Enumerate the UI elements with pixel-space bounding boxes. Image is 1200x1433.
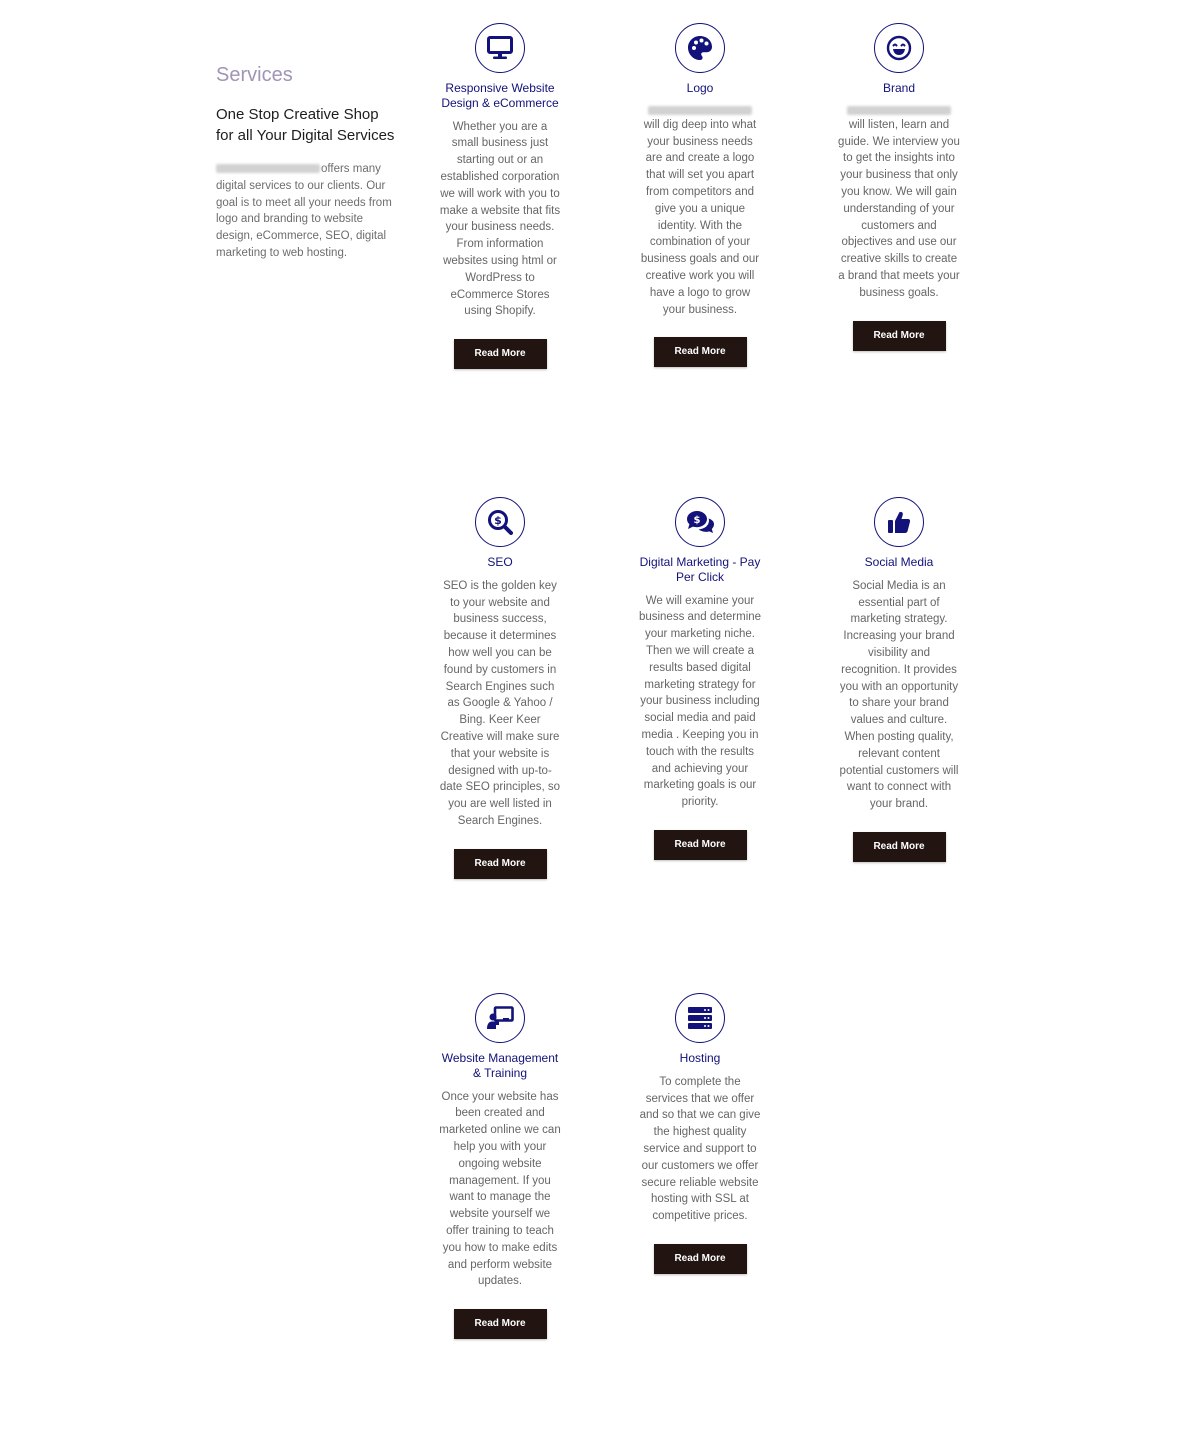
section-heading: Services bbox=[216, 64, 293, 86]
service-card-web-design bbox=[438, 23, 562, 369]
redacted-company-name bbox=[837, 104, 961, 117]
section-description-text: offers many digital services to our clients. Our goal is to meet all your needs from logo and branding to website design, eCommerce, SEO, digital marketing to web hosting. bbox=[216, 163, 392, 259]
service-title: Website Management & Training bbox=[441, 1051, 559, 1080]
read-more-button[interactable]: Read More bbox=[853, 832, 946, 862]
read-more-button[interactable]: Read More bbox=[853, 321, 946, 351]
service-description: Whether you are a small business just starting out or an established corporation we will work with you to make a website that fits your business needs. From information websites using html or WordPress to eCommerce Stores using Shopify. bbox=[439, 120, 561, 318]
service-title: Digital Marketing - Pay Per Click bbox=[639, 555, 761, 584]
search-dollar-icon bbox=[475, 497, 525, 547]
redacted-company-name bbox=[638, 104, 762, 117]
service-title: Logo bbox=[686, 81, 714, 95]
service-card-hosting bbox=[638, 993, 762, 1274]
service-card-seo bbox=[438, 497, 562, 879]
service-card-website-management bbox=[438, 993, 562, 1339]
service-description: SEO is the golden key to your website and business success, because it determines how well you can be found by customers in Search Engines such as Google & Yahoo / Bing. Keer Keer Creative will make sure that your website is designed with up-to-date SEO principles, so you are well listed in Search Engines. bbox=[439, 579, 561, 827]
service-description: will listen, learn and guide. We interview you to get the insights into your business that only you know. We will gain understanding of your customers and objectives and use our creative skills to create a brand that meets your business goals. bbox=[838, 118, 960, 299]
server-icon bbox=[675, 993, 725, 1043]
thumbs-up-icon bbox=[874, 497, 924, 547]
read-more-button[interactable]: Read More bbox=[654, 337, 747, 367]
read-more-button[interactable]: Read More bbox=[654, 1244, 747, 1274]
section-subheading: One Stop Creative Shop for all Your Digital Services bbox=[216, 106, 395, 144]
smile-icon bbox=[874, 23, 924, 73]
read-more-button[interactable]: Read More bbox=[454, 1309, 547, 1339]
service-card-social-media bbox=[837, 497, 961, 862]
services-intro bbox=[216, 62, 396, 262]
service-description: We will examine your business and determine your marketing niche. Then we will create a results based digital marketing strategy for your business including social media and paid media . Keeping you in touch with the results and achieving your marketing goals is our priority. bbox=[638, 594, 762, 809]
section-description bbox=[216, 161, 396, 262]
service-title: SEO bbox=[487, 555, 513, 569]
read-more-button[interactable]: Read More bbox=[454, 339, 547, 369]
service-description: Once your website has been created and marketed online we can help you with your ongoing website management. If you want to manage the website yourself we offer training to teach you how to make edits and perform website updates. bbox=[439, 1090, 561, 1288]
service-title: Hosting bbox=[679, 1051, 721, 1065]
read-more-button[interactable]: Read More bbox=[454, 849, 547, 879]
svg-text:$: $ bbox=[693, 515, 701, 526]
service-description: will dig deep into what your business needs are and create a logo that will set you apart from competitors and give you a unique identity. With the combination of your business goals and our creative work you will have a logo to grow your business. bbox=[640, 118, 760, 316]
monitor-icon bbox=[475, 23, 525, 73]
comments-dollar-icon bbox=[675, 497, 725, 547]
service-card-brand bbox=[837, 23, 961, 351]
chalkboard-teacher-icon bbox=[475, 993, 525, 1043]
service-title: Responsive Website Design & eCommerce bbox=[441, 81, 559, 110]
redacted-company-name bbox=[216, 164, 320, 173]
service-title: Social Media bbox=[864, 555, 934, 569]
svg-text:$: $ bbox=[494, 514, 502, 527]
service-card-digital-marketing bbox=[638, 497, 762, 860]
palette-icon bbox=[675, 23, 725, 73]
service-title: Brand bbox=[882, 81, 916, 95]
read-more-button[interactable]: Read More bbox=[654, 830, 747, 860]
service-description: Social Media is an essential part of marketing strategy. Increasing your brand visibility and recognition. It provides you with an opportunity to share your brand values and culture. When posting quality, relevant content potential customers will want to connect with your brand. bbox=[839, 579, 959, 811]
service-description: To complete the services that we offer and so that we can give the highest quality service and support to our customers we offer secure reliable website hosting with SSL at competitive prices. bbox=[639, 1075, 761, 1223]
service-card-logo bbox=[638, 23, 762, 367]
